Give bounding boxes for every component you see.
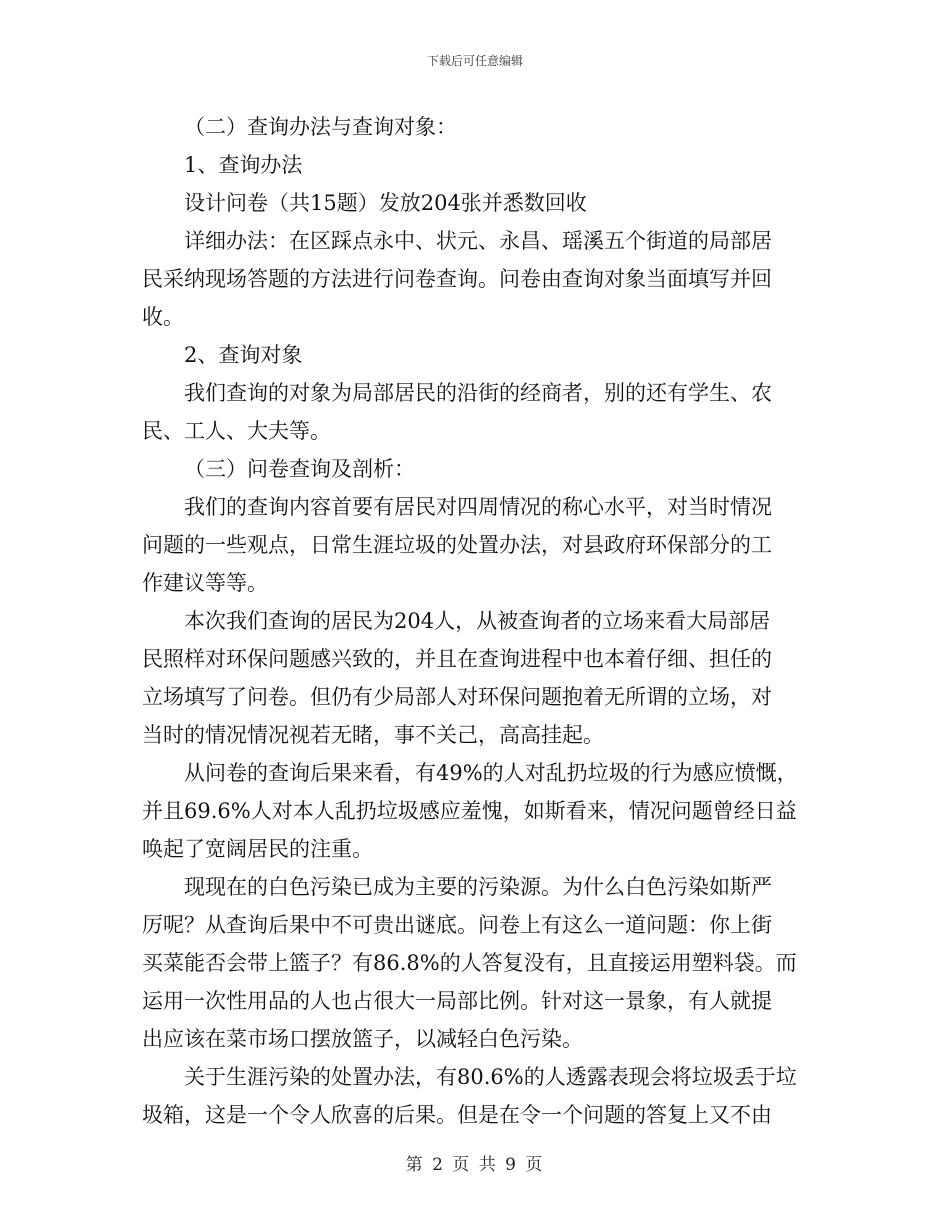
paragraph-line: 我们的查询内容首要有居民对四周情况的称心水平，对当时情况 xyxy=(184,495,772,519)
paragraph-line: 立场填写了问卷。但仍有少局部人对环保问题抱着无所谓的立场，对 xyxy=(142,685,772,709)
paragraph-line: 当时的情况情况视若无睹，事不关己，高高挂起。 xyxy=(142,723,604,747)
paragraph-line: 并且69.6%人对本人乱扔垃圾感应羞愧，如斯看来，情况问题曾经日益 xyxy=(142,799,797,823)
subheading: 2、查询对象 xyxy=(184,343,303,367)
page-header: 下载后可任意编辑 xyxy=(426,54,523,68)
paragraph-line: 出应该在菜市场口摆放篮子，以减轻白色污染。 xyxy=(142,1027,583,1051)
section-heading: （三）问卷查询及剖析： xyxy=(184,457,415,481)
paragraph-line: 唤起了宽阔居民的注重。 xyxy=(142,837,373,861)
paragraph-line: 圾箱，这是一个令人欣喜的后果。但是在令一个问题的答复上又不由 xyxy=(142,1103,772,1127)
paragraph-line: 问题的一些观点，日常生涯垃圾的处置办法，对县政府环保部分的工 xyxy=(142,533,772,557)
paragraph-line: 民采纳现场答题的方法进行问卷查询。问卷由查询对象当面填写并回 xyxy=(142,267,772,291)
paragraph-line: 设计问卷（共15题）发放204张并悉数回收 xyxy=(184,191,587,215)
document-body xyxy=(142,108,810,1134)
paragraph-line: 厉呢？从查询后果中不可贵出谜底。问卷上有这么一道问题：你上街 xyxy=(142,913,772,937)
paragraph-line: 民照样对环保问题感兴致的，并且在查询进程中也本着仔细、担任的 xyxy=(142,647,772,671)
subheading: 1、查询办法 xyxy=(184,153,303,177)
paragraph-line: 本次我们查询的居民为204人，从被查询者的立场来看大局部居 xyxy=(184,609,771,633)
paragraph-line: 买菜能否会带上篮子？有86.8%的人答复没有，且直接运用塑料袋。而 xyxy=(142,951,797,975)
paragraph-line: 关于生涯污染的处置办法，有80.6%的人透露表现会将垃圾丢于垃 xyxy=(184,1065,797,1089)
paragraph-line: 我们查询的对象为局部居民的沿街的经商者，别的还有学生、农 xyxy=(184,381,772,405)
paragraph-line: 详细办法：在区踩点永中、状元、永昌、瑶溪五个街道的局部居 xyxy=(184,229,772,253)
paragraph-line: 作建议等等。 xyxy=(142,571,268,595)
paragraph-line: 现现在的白色污染已成为主要的污染源。为什么白色污染如斯严 xyxy=(184,875,772,899)
paragraph-line: 民、工人、大夫等。 xyxy=(142,419,331,443)
paragraph-line: 收。 xyxy=(142,305,184,329)
page-number-footer: 第 2 页 共 9 页 xyxy=(405,1155,545,1175)
paragraph-line: 从问卷的查询后果来看，有49%的人对乱扔垃圾的行为感应愤慨， xyxy=(184,761,798,785)
section-heading: （二）查询办法与查询对象： xyxy=(184,115,457,139)
paragraph-line: 运用一次性用品的人也占很大一局部比例。针对这一景象，有人就提 xyxy=(142,989,772,1013)
